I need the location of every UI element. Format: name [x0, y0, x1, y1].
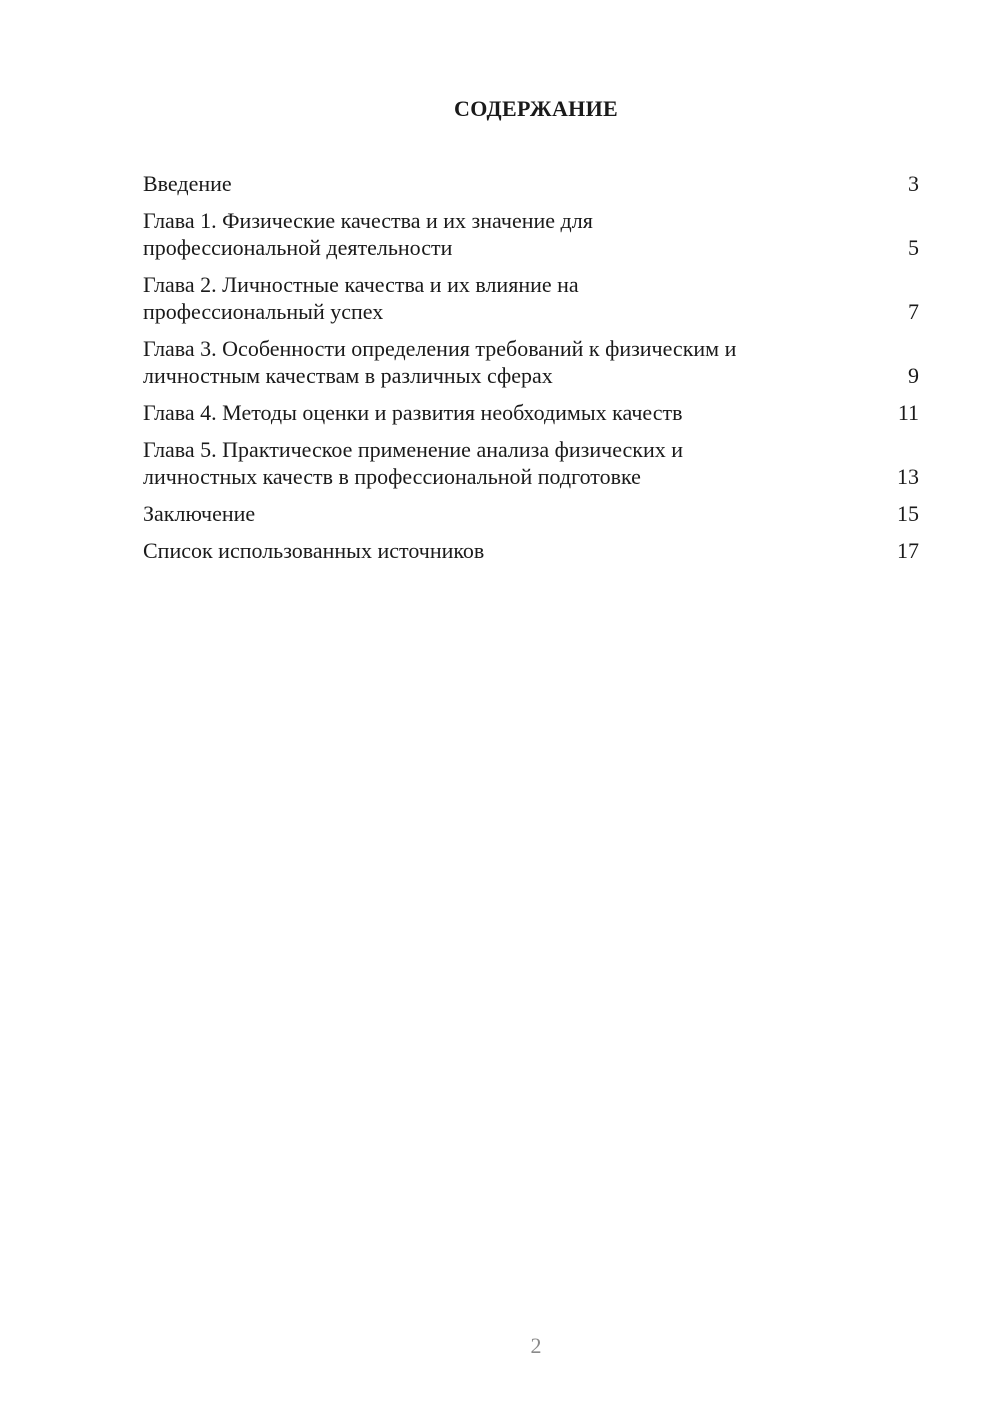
toc-entry-line: Глава 4. Методы оценки и развития необходимых качеств [143, 400, 683, 425]
toc-entry-chapter-5 [143, 436, 919, 490]
toc-page-number: 3 [908, 171, 919, 196]
table-of-contents [143, 170, 919, 574]
toc-entry-introduction [143, 170, 919, 197]
page-footer-number: 2 [530, 1333, 542, 1358]
toc-entry-line: Список использованных источников [143, 538, 485, 563]
toc-entry-text [143, 207, 889, 261]
toc-page-number: 7 [908, 299, 919, 324]
toc-entry-chapter-2 [143, 271, 919, 325]
toc-entry-text [143, 436, 889, 490]
toc-entry-line: Глава 3. Особенности определения требований к физическим и [143, 336, 737, 361]
toc-entry-conclusion [143, 500, 919, 527]
toc-entry-references [143, 537, 919, 564]
toc-entry-line: Глава 5. Практическое применение анализа физических и [143, 437, 684, 462]
toc-page-number: 17 [897, 538, 919, 563]
toc-entry-text [143, 170, 889, 197]
toc-entry-chapter-1 [143, 207, 919, 261]
toc-entry-chapter-3 [143, 335, 919, 389]
toc-entry-text [143, 399, 889, 426]
toc-entry-line: профессиональной деятельности [143, 235, 453, 260]
toc-page-number: 11 [897, 400, 919, 425]
toc-page-number: 5 [908, 235, 919, 260]
toc-page-number: 15 [897, 501, 919, 526]
toc-entry-line: Заключение [143, 501, 256, 526]
toc-entry-text [143, 271, 889, 325]
toc-entry-line: личностным качествам в различных сферах [143, 363, 553, 388]
toc-entry-text [143, 500, 889, 527]
page-title: СОДЕРЖАНИЕ [454, 96, 618, 121]
toc-entry-chapter-4 [143, 399, 919, 426]
toc-page-number: 9 [908, 363, 919, 388]
toc-entry-text [143, 537, 889, 564]
toc-entry-line: профессиональный успех [143, 299, 384, 324]
toc-page-number: 13 [897, 464, 919, 489]
toc-entry-line: Глава 1. Физические качества и их значение для [143, 208, 593, 233]
toc-entry-text [143, 335, 889, 389]
toc-entry-line: личностных качеств в профессиональной подготовке [143, 464, 641, 489]
toc-entry-line: Введение [143, 171, 232, 196]
toc-entry-line: Глава 2. Личностные качества и их влияние на [143, 272, 579, 297]
